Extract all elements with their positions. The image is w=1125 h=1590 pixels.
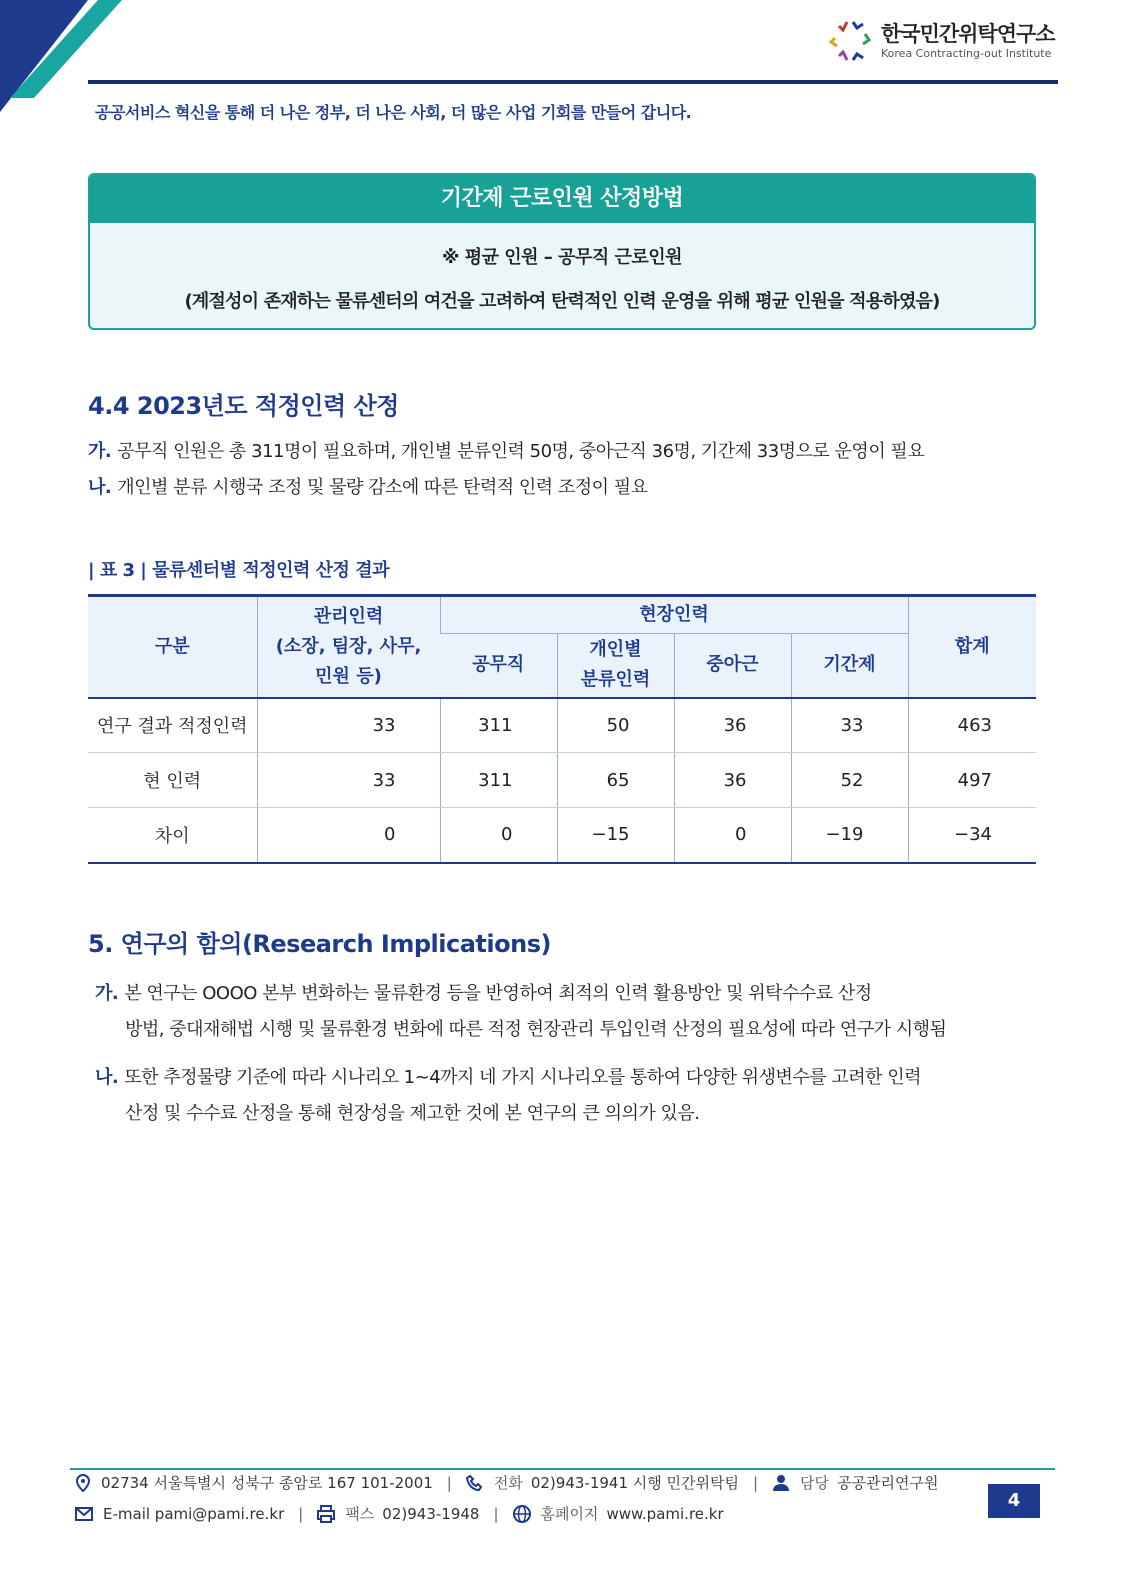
cell-night: 36 — [674, 698, 791, 753]
footer-row: 02734 서울특별시 성북구 종암로 167 101-2001 | 전화 02)943-1941 시행 민간위탁팀 | 담당 공공관리연구원 — [75, 1472, 938, 1493]
footer-email: E-mail pami@pami.re.kr — [103, 1504, 285, 1523]
footer-contact-label: 담당 — [800, 1474, 830, 1492]
header-management-sub2: 민원 등) — [315, 665, 382, 687]
section-5-item-line — [95, 979, 872, 1005]
location-pin-icon — [75, 1474, 91, 1492]
header-category: 구분 — [88, 596, 257, 698]
staffing-table — [88, 594, 1036, 864]
footer-fax-label: 팩스 — [345, 1505, 375, 1523]
method-box-note: (계절성이 존재하는 물류센터의 여건을 고려하여 탄력적인 인력 운영을 위해 평균 인원을 적용하였음) — [184, 291, 940, 312]
table-row — [88, 753, 1036, 808]
header-field: 현장인력 — [440, 596, 908, 634]
table-row — [88, 808, 1036, 863]
cell-temp: −19 — [791, 808, 908, 863]
header-col-night: 중아근 — [674, 634, 791, 698]
cell-management: 0 — [257, 808, 440, 863]
footer-website[interactable]: www.pami.re.kr — [606, 1504, 724, 1523]
cell-total: 497 — [908, 753, 1036, 808]
cell-sorting: 65 — [557, 753, 674, 808]
header-col-sorting-line1: 개인별 — [589, 639, 642, 661]
item-text: 본 연구는 OOOO 본부 변화하는 물류환경 등을 반영하여 최적의 인력 활용방안 및 위탁수수료 산정 — [124, 983, 872, 1004]
header-management — [257, 596, 440, 698]
cell-night: 0 — [674, 808, 791, 863]
section-4-4-title: 4.4 2023년도 적정인력 산정 — [88, 392, 399, 420]
item-text: 개인별 분류 시행국 조정 및 물량 감소에 따른 탄력적 인력 조정이 필요 — [117, 477, 648, 498]
header-col-temp: 기간제 — [791, 634, 908, 698]
item-text: 또한 추정물량 기준에 따라 시나리오 1~4까지 네 가지 시나리오를 통하여 다양한 위생변수를 고려한 인력 — [124, 1067, 922, 1088]
cell-total: 463 — [908, 698, 1036, 753]
row-label: 차이 — [88, 808, 257, 863]
cell-sorting: −15 — [557, 808, 674, 863]
item-marker: 가. — [95, 983, 119, 1004]
footer-contact: 공공관리연구원 — [837, 1474, 939, 1492]
cell-management: 33 — [257, 698, 440, 753]
slogan: 공공서비스 혁신을 통해 더 나은 정부, 더 나은 사회, 더 많은 사업 기회를 만들어 갑니다. — [95, 103, 692, 122]
item-text: 공무직 인원은 총 311명이 필요하며, 개인별 분류인력 50명, 중아근직 36명, 기간제 33명으로 운영이 필요 — [117, 441, 925, 462]
header-col-sorting — [557, 634, 674, 698]
page-number: 4 — [988, 1484, 1040, 1518]
person-icon — [772, 1474, 790, 1492]
table-caption: | 표 3 | 물류센터별 적정인력 산정 결과 — [88, 560, 389, 581]
globe-icon — [513, 1505, 531, 1523]
footer-fax: 02)943-1948 — [382, 1504, 480, 1523]
footer-row: E-mail pami@pami.re.kr | 팩스 02)943-1948 | 홈페이지 www.pami.re.kr — [75, 1503, 724, 1524]
header-management-sub: (소장, 팀장, 사무, — [275, 635, 422, 657]
section-5-item-line — [95, 1063, 921, 1089]
logo-korean-name: 한국민간위탁연구소 — [881, 22, 1055, 46]
section-5-title: 5. 연구의 함의(Research Implications) — [88, 930, 551, 958]
footer-web-label: 홈페이지 — [540, 1505, 599, 1523]
header-col-public: 공무직 — [440, 634, 557, 698]
section-4-4-item — [88, 437, 924, 463]
header-management-label: 관리인력 — [313, 605, 384, 627]
item-marker: 나. — [95, 1067, 119, 1088]
cell-public: 311 — [440, 698, 557, 753]
cell-management: 33 — [257, 753, 440, 808]
row-label: 현 인력 — [88, 753, 257, 808]
cell-sorting: 50 — [557, 698, 674, 753]
cell-total: −34 — [908, 808, 1036, 863]
phone-icon — [466, 1474, 484, 1492]
footer-phone: 02)943-1941 시행 민간위탁팀 — [530, 1474, 739, 1492]
logo-mark-icon — [825, 16, 875, 66]
section-5-item-line: 방법, 중대재해법 시행 및 물류환경 변화에 따른 적정 현장관리 투입인력 산정의 필요성에 따라 연구가 시행됨 — [125, 1019, 947, 1040]
header-divider — [88, 80, 1058, 84]
item-marker: 가. — [88, 441, 112, 462]
header-total: 합계 — [908, 596, 1036, 698]
row-label: 연구 결과 적정인력 — [88, 698, 257, 753]
item-marker: 나. — [88, 477, 112, 498]
footer-address: 02734 서울특별시 성북구 종암로 167 101-2001 — [101, 1474, 433, 1492]
institute-logo — [825, 16, 1055, 66]
footer-divider — [70, 1468, 1055, 1470]
cell-public: 311 — [440, 753, 557, 808]
method-box-title: 기간제 근로인원 산정방법 — [90, 175, 1034, 223]
section-5-item-line: 산정 및 수수료 산정을 통해 현장성을 제고한 것에 본 연구의 큰 의의가 있음. — [125, 1103, 700, 1124]
mail-icon — [75, 1507, 93, 1521]
cell-night: 36 — [674, 753, 791, 808]
cell-temp: 33 — [791, 698, 908, 753]
cell-temp: 52 — [791, 753, 908, 808]
header-col-sorting-line2: 분류인력 — [580, 669, 651, 691]
fax-icon — [317, 1505, 335, 1523]
table-row — [88, 698, 1036, 753]
footer-phone-label: 전화 — [493, 1474, 523, 1492]
method-box — [88, 173, 1036, 330]
section-4-4-item — [88, 473, 648, 499]
method-box-formula: ※ 평균 인원 – 공무직 근로인원 — [441, 247, 683, 268]
cell-public: 0 — [440, 808, 557, 863]
logo-english-name: Korea Contracting-out Institute — [881, 47, 1052, 60]
